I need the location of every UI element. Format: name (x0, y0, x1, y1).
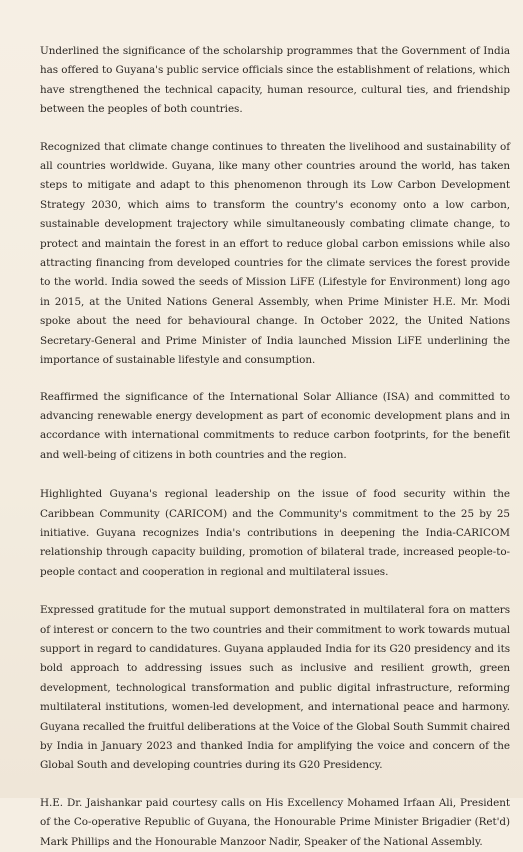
paragraph-courtesy-calls: H.E. Dr. Jaishankar paid courtesy calls on His Excellency Mohamed Irfaan Ali, President of the Co-operative Republic of Guyana, the Honourable Prime Minister Brigadier (Ret'd) Mark Phillips and the Honourable Manzoor Nadir, Speaker of the National Assembly. (40, 796, 510, 848)
paragraph-multilateral-support: Expressed gratitude for the mutual support demonstrated in multilateral fora on matters of interest or concern to the two countries and their commitment to work towards mutual support in regard to candidatures. Guyana applauded India for its G20 presidency and its bold approach to addressing issues such as inclusive and resilient growth, green development, technological transformation and public digital infrastructure, reforming multilateral institutions, women-led development, and international peace and harmony. Guyana recalled the fruitful deliberations at the Voice of the Global South Summit chaired by India in January 2023 and thanked India for amplifying the voice and concern of the Global South and developing countries during its G20 Presidency. (40, 604, 510, 772)
paragraph-scholarships: Underlined the significance of the scholarship programmes that the Government of India has offered to Guyana's public service officials since the establishment of relations, which have strengthened the technical capacity, human resource, cultural ties, and friendship between the peoples of both countries. (40, 45, 510, 116)
paragraph-food-security: Highlighted Guyana's regional leadership on the issue of food security within the Caribbean Community (CARICOM) and the Community's commitment to the 25 by 25 initiative. Guyana recognizes India's contributions in deepening the India-CARICOM relationship through capacity building, promotion of bilateral trade, increased people-to-people contact and cooperation in regional and multilateral issues. (40, 488, 510, 578)
paragraph-climate-change: Recognized that climate change continues to threaten the livelihood and sustainability of all countries worldwide. Guyana, like many other countries around the world, has taken steps to mitigate and adapt to this phenomenon through its Low Carbon Development Strategy 2030, which aims to transform the country's economy onto a low carbon, sustainable development trajectory while simultaneously combating climate change, to protect and maintain the forest in an effort to reduce global carbon emissions while also attracting financing from developed countries for the climate services the forest provide to the world. India sowed the seeds of Mission LiFE (Lifestyle for Environment) long ago in 2015, at the United Nations General Assembly, when Prime Minister H.E. Mr. Modi spoke about the need for behavioural change. In October 2022, the United Nations Secretary-General and Prime Minister of India launched Mission LiFE underlining the importance of sustainable lifestyle and consumption. (40, 140, 510, 367)
paragraph-solar-alliance: Reaffirmed the significance of the International Solar Alliance (ISA) and committed to advancing renewable energy development as part of economic development plans and in accordance with international commitments to reduce carbon footprints, for the benefit and well-being of citizens in both countries and the region. (40, 390, 510, 461)
